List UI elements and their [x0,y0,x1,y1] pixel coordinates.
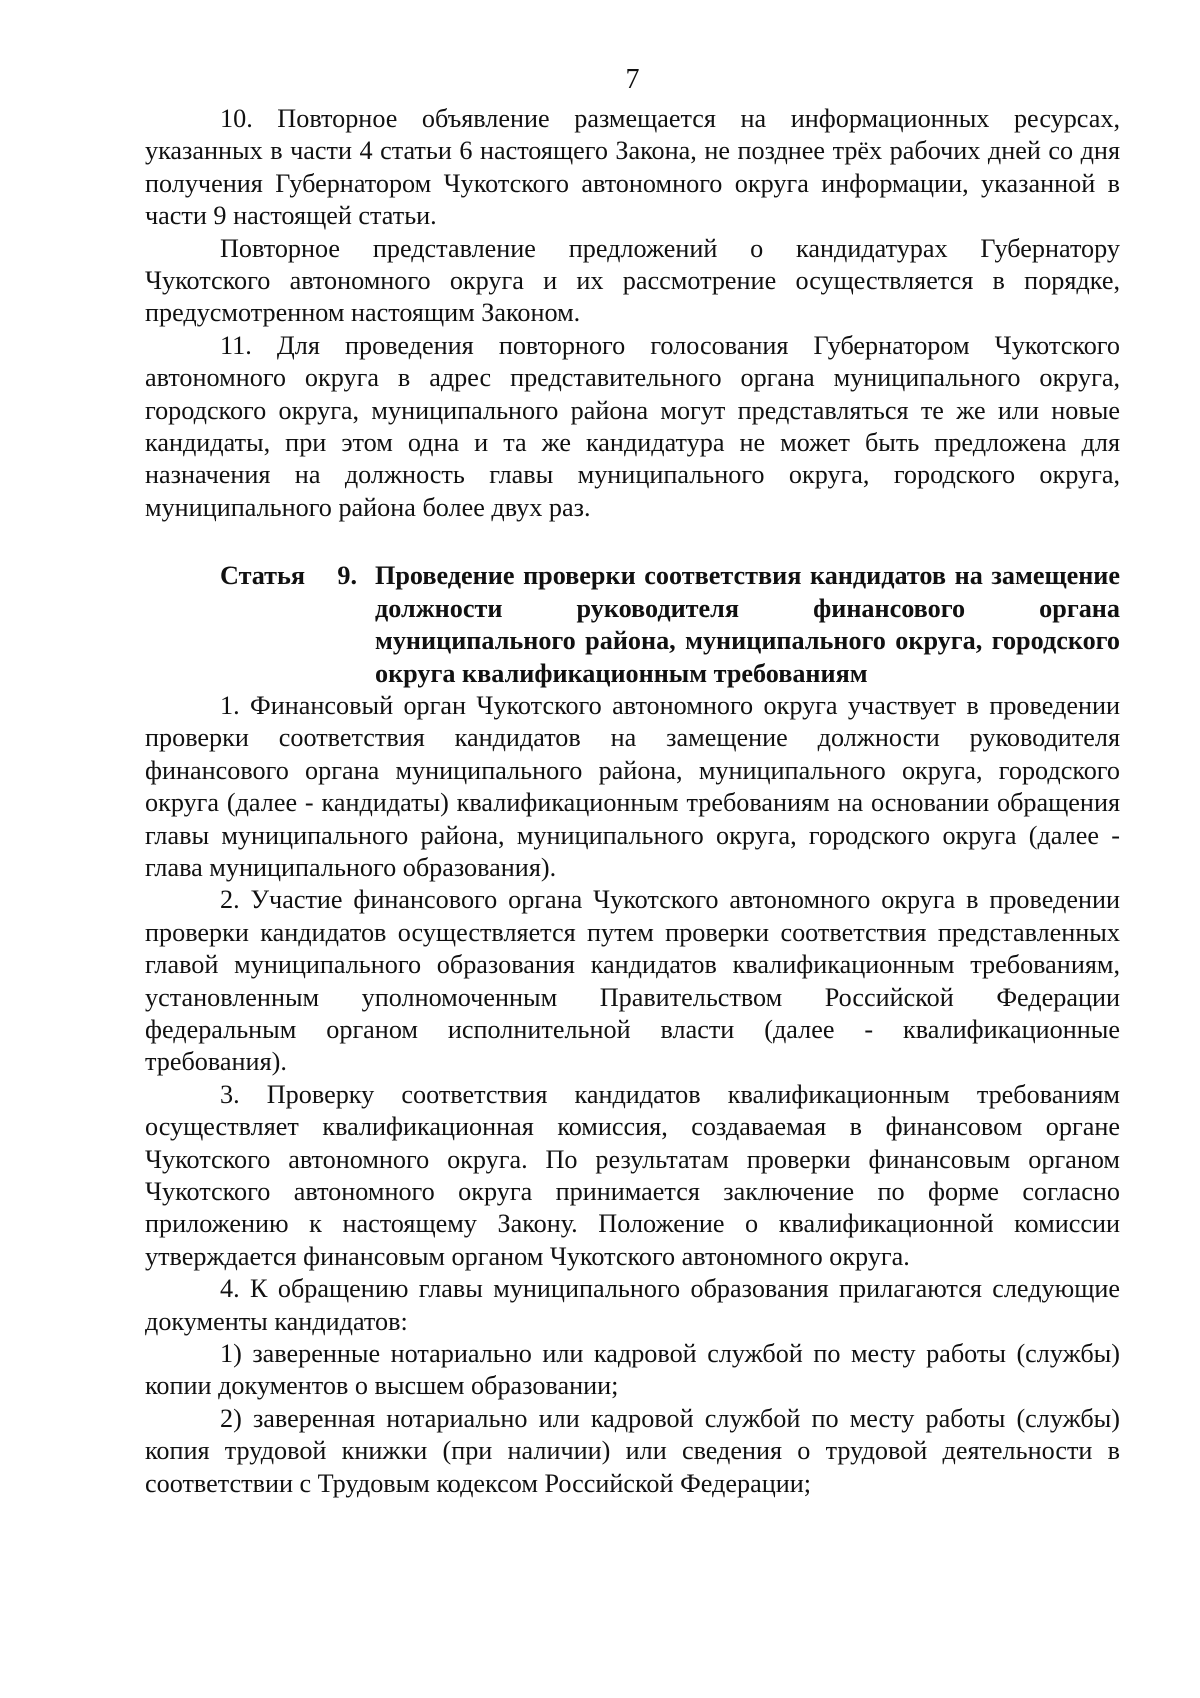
paragraph: 4. К обращению главы муниципального образования прилагаются следующие документы кандидатов: [145,1274,1120,1336]
article-heading [145,560,1120,690]
article-label [145,560,375,690]
paragraph: 3. Проверку соответствия кандидатов квалификационным требованиям осуществляет квалификационная комиссия, создаваемая в финансовом органе Чукотского автономного округа. По результатам проверки финансовым органом Чукотского автономного округа принимается заключение по форме согласно приложению к настоящему Закону. Положение о квалификационной комиссии утверждается финансовым органом Чукотского автономного округа. [145,1079,1120,1271]
article-label-word: Статья [220,561,306,591]
paragraph: 10. Повторное объявление размещается на информационных ресурсах, указанных в части 4 статьи 6 настоящего Закона, не позднее трёх рабочих дней со дня получения Губернатором Чукотского автономного округа информации, указанной в части 9 настоящей статьи. [145,104,1120,231]
article-title: Проведение проверки соответствия кандидатов на замещение должности руководителя финансового органа муниципального района, муниципального округа, городского округа квалификационным требованиям [375,561,1120,688]
paragraph: 2. Участие финансового органа Чукотского автономного округа в проведении проверки кандидатов осуществляется путем проверки соответствия представленных главой муниципального образования кандидатов квалификационным требованиям, установленным уполномоченным Правительством Российской Федерации федеральным органом исполнительной власти (далее - квалификационные требования). [145,885,1120,1077]
article-label-number: 9. [337,561,357,591]
document-page [145,60,1120,1500]
paragraph: 11. Для проведения повторного голосования Губернатором Чукотского автономного округа в адрес представительного органа муниципального округа, городского округа, муниципального района могут представляться те же или новые кандидаты, при этом одна и та же кандидатура не может быть предложена для назначения на должность главы муниципального округа, городского округа, муниципального района более двух раз. [145,330,1120,522]
page-number: 7 [625,64,640,95]
paragraph: 1. Финансовый орган Чукотского автономного округа участвует в проведении проверки соответствия кандидатов на замещение должности руководителя финансового органа муниципального района, муниципального округа, городского округа (далее - кандидаты) квалификационным требованиям на основании обращения главы муниципального района, муниципального округа, городского округа (далее - глава муниципального образования). [145,690,1120,882]
paragraph: Повторное представление предложений о кандидатурах Губернатору Чукотского автономного округа и их рассмотрение осуществляется в порядке, предусмотренном настоящим Законом. [145,233,1120,328]
paragraph: 2) заверенная нотариально или кадровой службой по месту работы (службы) копия трудовой книжки (при наличии) или сведения о трудовой деятельности в соответствии с Трудовым кодексом Российской Федерации; [145,1403,1120,1498]
paragraph: 1) заверенные нотариально или кадровой службой по месту работы (службы) копии документов о высшем образовании; [145,1339,1120,1401]
